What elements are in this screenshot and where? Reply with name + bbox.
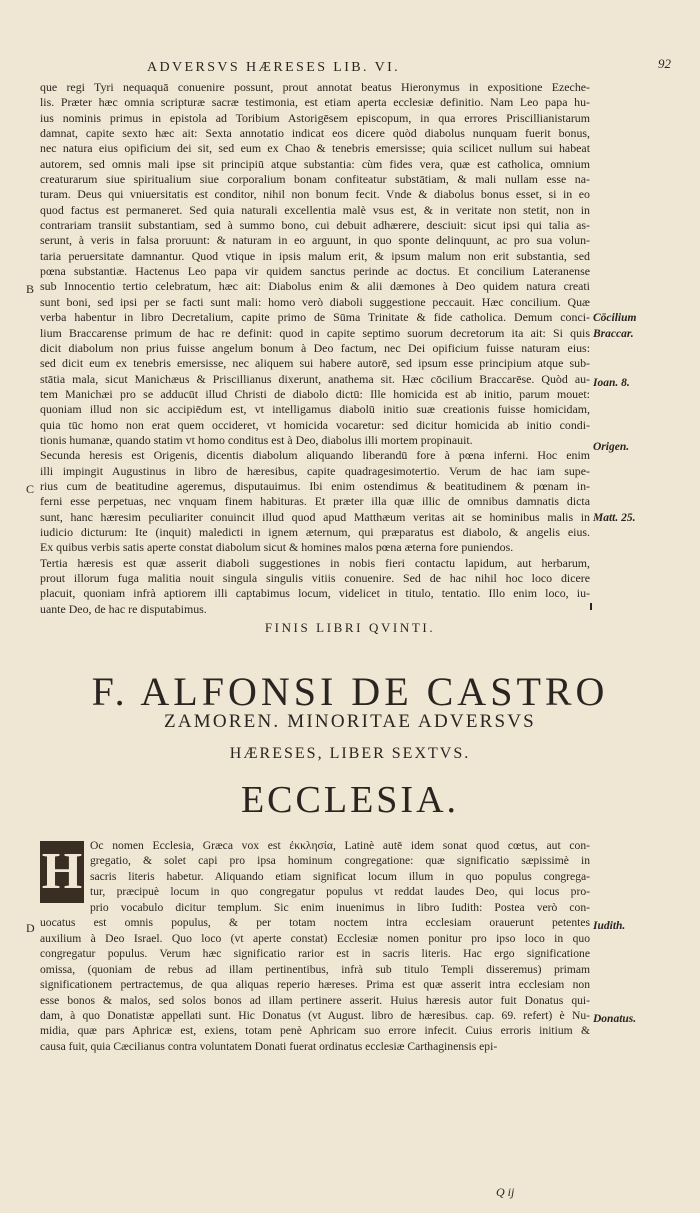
marginal-note-braccar: Braccar. [593, 328, 634, 340]
text-line: serunt, à veris in falsa proruunt: & naturam in eo arguunt, in quo sponte delinquunt, ac pro sua volun- [40, 233, 590, 248]
text-line: illi impingit Augustinus in libro de hæresibus, capite quadragesimotertio. Verum de hac iam supe- [40, 463, 590, 478]
text-line: creaturarum siue spiritualium siue corporalium bonam confiteatur substātiam, & mali nullam esse na- [40, 172, 590, 187]
margin-letter-c: C [26, 482, 35, 496]
text-line: auxilium à Deo Israel. Quo loco (vt aperte constat) Ecclesiæ nomen ponitur pro ipso loco in quo [40, 931, 590, 945]
text-line: damnat, capite sexto hæc ait: Sexta annotatio indicat eos dicere quòd diabolus nunquam fuerit bonus, [40, 126, 590, 141]
section-title: ECCLESIA. [240, 779, 460, 821]
text-line: dam, à quo Donatistæ appellati sunt. Hic Donatus (vt August. libro de hæresibus. cap. 69. refert) è Nu- [40, 1008, 590, 1022]
text-line: taria peruersitate damnantur. Quod vtique in ipsis malum erit, & ipsum malum non erit substantia, sed [40, 248, 590, 263]
finis-line: FINIS LIBRI QVINTI. [264, 620, 436, 635]
text-line: dicit diabolum non prius fuisse angelum bonum à Deo factum, nec Dei opificium fuisse naturam eius: [40, 340, 590, 355]
text-line: lium Braccarense primum de hac re definit: quod in capite septimo suorum decretorum ita ait: Si quis [40, 325, 590, 340]
book-subtitle: ZAMOREN. MINORITAE ADVERSVS [164, 711, 536, 732]
text-line: Tertia hæresis est quæ asserit diaboli suggestiones in nobis fieri contactu lapidum, aut herbarum, [40, 555, 590, 570]
text-line: placuit, quoniam infrà aptiorem illi captabimus locum, videlicet in titulo, tentatio. Illo enim loco, iu- [40, 586, 590, 601]
text-line: lis. Præter hæc omnia scripturæ sacræ testimonia, est etiam aperta ecclesiæ definitio. Nam Leo papa hu- [40, 95, 590, 110]
text-block-book-five [40, 80, 590, 617]
text-line: sunt boni, sed ipsi per se facti sunt mali: homo verò diaboli suggestione peccauit. Hæc concilium. Quæ [40, 294, 590, 309]
text-line: nec natura eius opificium dei sit, sed eum ex Chao & tenebris emersisse; quia scilicet nullum sui habeat [40, 141, 590, 156]
text-line: sunt, hanc hæresim peculiariter conuincit illud quod apud Matthæum veritas ait se hominibus malis in [40, 509, 590, 524]
marginal-note-iudith: Iudith. [593, 920, 626, 932]
text-block-ecclesia [40, 838, 590, 1054]
text-line: quoniam illud non sic accipiēdum est, vt intelligamus diabolū initio suæ creationis fuisse homicidam, [40, 402, 590, 417]
text-line: ius nominis primus in epistola ad Toribium Astorigēsem episcopum, in qua errores Priscillianistarum [40, 110, 590, 125]
text-line: Secunda heresis est Origenis, dicentis diabolum aliquando liberandū fore à pœna inferni. Hoc enim [40, 448, 590, 463]
text-line: uocatus est omnis populus, & per totam noctem intra ecclesiam orauerunt petentes [40, 916, 590, 930]
text-line: verba habentur in libro Decretalium, capite primo de Sūma Trinitate & fide catholica. Demum conci- [40, 310, 590, 325]
text-line: prout illorum fuga malitia nouit singula singulis vitiis conuenire. Sed de hac nihil hoc loco dicere [40, 571, 590, 585]
decorated-initial: H [40, 841, 84, 903]
text-line: ferni esse perpetuas, nec vnquam finem habituras. Et præter illa quæ illic de omnibus damnatis dicta [40, 494, 590, 509]
text-line: iudicio dicturum: Ite (inquit) maledicti in ignem æternum, qui præparatus est diabolo, & angelis eius. [40, 524, 590, 539]
text-line: Ex quibus verbis satis aperte constat diabolum sicut & homines malos pœna æterna fore puniendos. [40, 540, 514, 555]
text-line: uante Deo, de hac re disputabimus. [40, 601, 207, 616]
text-line: significationem pertractemus, de qua aliquas reperio hæreses. Prima est quæ asserit intra ecclesiam non [40, 978, 590, 992]
marginal-note-donatus: Donatus. [593, 1013, 637, 1025]
text-line: tionis humanæ, quando statim vt homo conditus est à Deo, diabolus illi mortem propinauit. [40, 432, 473, 447]
text-line: tur, præcipuè locum in quo congregatur populus vt reddat laudes Deo, qui locus pro- [90, 885, 590, 899]
text-line: turam. Deus qui vniuersitatis est conditor, nihil non bonum fecit. Vnde & diabolus bonus esset, si in eo [40, 187, 590, 202]
marginal-note-ioan: Ioan. 8. [593, 377, 630, 389]
margin-letter-b: B [26, 282, 35, 296]
text-line: quia tūc homo non erat quem occideret, vt homicida vocaretur: sed dicitur homicida ab initio condi- [40, 417, 590, 432]
text-line: sub Innocentio tertio celebratum, hæc ait: Diabolus enim & alii dæmones à Deo quidem natura creati [40, 279, 590, 294]
text-line: rius cum de beatitudine ageremus, disputauimus. Ibi enim ostendimus & beatitudinem & pœnam in- [40, 478, 590, 493]
text-line: esse bonos & malos, sed solos bonos ad illam pertinere asserit. Huius hæresis autor fuit Donatus qui- [40, 993, 590, 1007]
text-line: sed dicit eum ex tenebris emersisse, nec aliquem sui habere autorē, sed ipsum esse principium atque sub- [40, 356, 590, 371]
text-line: Oc nomen Ecclesia, Græca vox est ἐκκλησία, Latinè autē idem sonat quod cœtus, aut con- [90, 839, 590, 852]
text-line: omissa, (quoniam de rebus ad illam pertinentibus, infrà sub titulo Templi disseremus) primam [40, 962, 590, 976]
text-line: prio vocabulo dicitur templum. Sic enim inuenimus in libro Iudith: Postea verò con- [90, 900, 590, 914]
text-line: autorem, sed omnis mali ipse sit principiū atque substantia: cùm fides vera, quæ est catholica, omnium [40, 156, 590, 171]
text-line: tem Manichæi pro se adducūt illud Christi de diabolo dictū: Ille homicida est ab initio, parum mouet: [40, 386, 590, 401]
marginal-note-concilium: Cōcilium [593, 312, 637, 324]
text-line: congregatur populus. Verum hæc significatio rarior est in sacris literis. Hac ergo significatione [40, 947, 590, 961]
text-line: quod factus est permaneret. Sed quia naturali excellentia malè vsus est, & in veritate non stetit, non in [40, 202, 590, 217]
book-title: F. ALFONSI DE CASTRO [91, 669, 609, 714]
text-line: midia, quæ pars Aphricæ est, exiens, totam penè Aphricam suo errore infecit. Cuius erroris initium & [40, 1024, 590, 1038]
text-line: que regi Tyri nequaquā conuenire possunt, prout annotat beatus Hieronymus in expositione Ezeche- [40, 80, 590, 94]
margin-mark [590, 603, 592, 610]
running-title: ADVERSVS HÆRESES LIB. VI. [147, 60, 401, 75]
text-line: pœna substantiæ. Hactenus Leo papa vir quidem sanctus perinde ac doctus. Et concilium Lateranense [40, 264, 590, 279]
text-line: gregatio, & solet capi pro ipsa hominum congregatione: quæ significatio sæpissimè in [90, 854, 590, 868]
book-subtitle-2: HÆRESES, LIBER SEXTVS. [229, 745, 471, 762]
folio-number: 92 [658, 56, 671, 71]
marginal-note-matt: Matt. 25. [593, 512, 636, 524]
text-line: contrariam transiit substantiam, sed à summo bono, cui debuit adhærere, desciuit: sicut ipsi qui talia as- [40, 218, 590, 233]
text-line: sacris literis habetur. Aliquando etiam significat locum illum in quo populus congrega- [90, 869, 590, 883]
text-line: causa fuit, quia Cæcilianus contra voluntatem Donati fuerat ordinatus ecclesiæ Carthaginensis epi- [40, 1039, 498, 1053]
margin-letter-d: D [26, 921, 35, 935]
running-header [0, 56, 700, 80]
text-line: stātia mala, sicut Manichæus & Priscillianus dixerunt, anathema sit. Hæc cōcilium Braccarēse. Quòd au- [40, 371, 590, 386]
marginal-note-origen: Origen. [593, 441, 630, 453]
signature-mark: Q ij [496, 1185, 515, 1199]
